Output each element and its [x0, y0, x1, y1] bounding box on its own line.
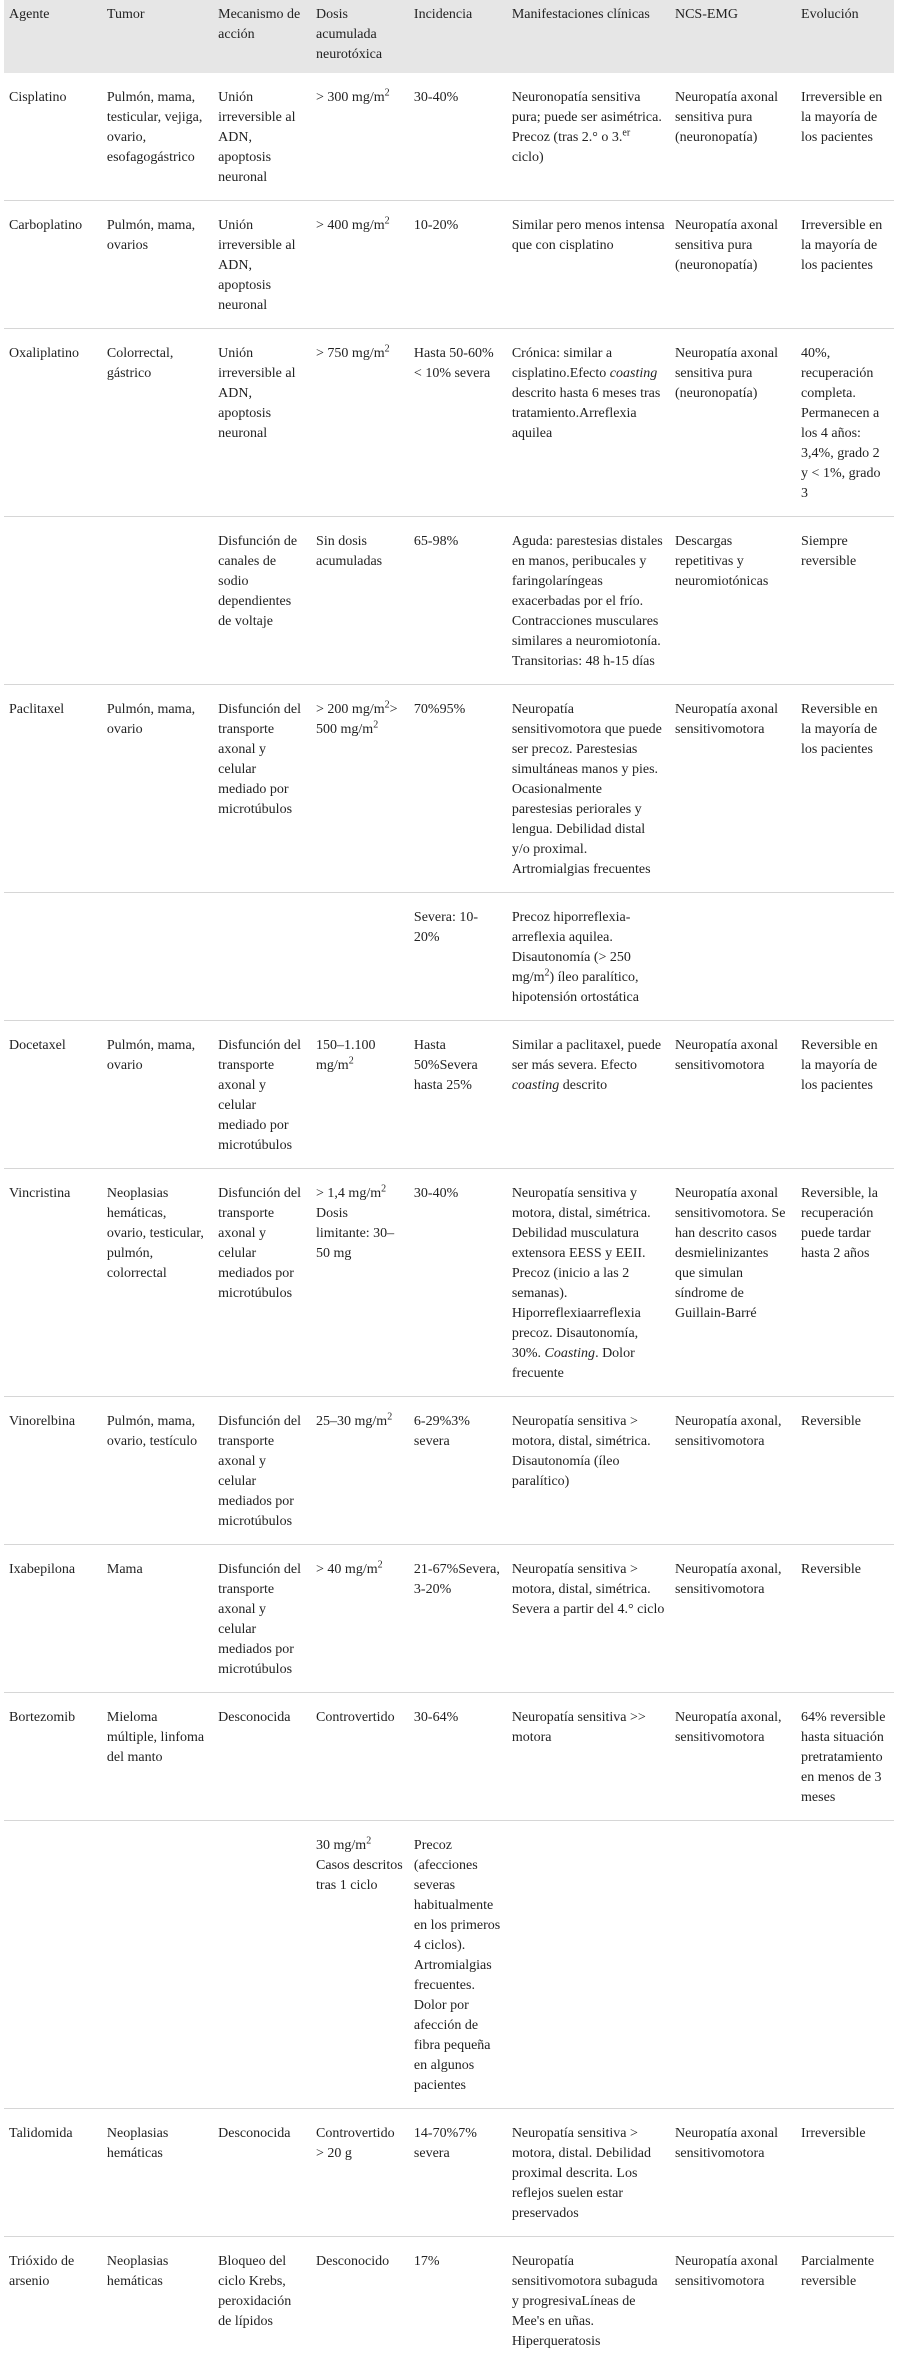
- cell-tumor: [102, 893, 213, 1021]
- col-header: Dosis acumulada neurotóxica: [311, 0, 409, 73]
- cell-dosis: Controvertido: [311, 1693, 409, 1821]
- cell-ncs-emg: Neuropatía axonal sensitivomotora: [670, 685, 796, 893]
- table-row: [4, 685, 894, 893]
- cell-evolucion: Reversible: [796, 1545, 894, 1693]
- superscript: 2: [384, 699, 390, 711]
- cell-ncs-emg: Neuropatía axonal sensitiva pura (neuronopatía): [670, 73, 796, 201]
- col-header: Tumor: [102, 0, 213, 73]
- cell-incidencia: 21-67%Severa, 3-20%: [409, 1545, 507, 1693]
- cell-evolucion: Reversible en la mayoría de los pacientes: [796, 1021, 894, 1169]
- cell-ncs-emg: Descargas repetitivas y neuromiotónicas: [670, 517, 796, 685]
- cell-incidencia: 14-70%7% severa: [409, 2109, 507, 2237]
- emphasis: coasting: [511, 1078, 560, 1093]
- cell-evolucion: Siempre reversible: [796, 517, 894, 685]
- cell-dosis: 150–1.100 $mg/m^2$: [311, 1021, 409, 1169]
- cell-tumor: Mama: [102, 1545, 213, 1693]
- cell-dosis: > 200 $mg/m^2> 500$ $mg/m^2$: [311, 685, 409, 893]
- cell-tumor: Mieloma múltiple, linfoma del manto: [102, 1693, 213, 1821]
- cell-mecanismo: Unión irreversible al ADN, apoptosis neuronal: [213, 201, 311, 329]
- cell-incidencia: 17%: [413, 2254, 440, 2269]
- superscript: 2: [366, 1835, 372, 1847]
- cell-mecanismo: Disfunción de canales de sodio dependientes de voltaje: [213, 517, 311, 685]
- cell-mecanismo: Bloqueo del ciclo Krebs, peroxidación de lípidos: [218, 2254, 292, 2329]
- cell-dosis: Controvertido > 20 g: [311, 2109, 409, 2237]
- cell-ncs-emg: Neuropatía axonal sensitivomotora. Se han descrito casos desmielinizantes que simulan síndrome de Guillain-Barré: [670, 1169, 796, 1397]
- cell-manifestaciones: Similar a paclitaxel, puede ser más severa. Efecto coasting descrito: [507, 1021, 670, 1169]
- superscript: 2: [387, 1411, 393, 1423]
- cell-ncs-emg: Neuropatía axonal sensitivomotora: [674, 2254, 778, 2289]
- superscript: 2: [384, 343, 390, 355]
- table-row: [4, 893, 894, 1021]
- cell-agente: Carboplatino: [4, 201, 102, 329]
- cell-tumor: Pulmón, mama, testicular, vejiga, ovario, esofagogástrico: [102, 73, 213, 201]
- cell-agente: [4, 1821, 102, 2109]
- cell-incidencia: 30-40%: [409, 73, 507, 201]
- cell-tumor: Pulmón, mama, ovarios: [102, 201, 213, 329]
- table-row: [4, 1169, 894, 1397]
- cell-evolucion: [796, 1821, 894, 2109]
- col-header: Incidencia: [409, 0, 507, 73]
- cell-dosis: Sin dosis acumuladas: [311, 517, 409, 685]
- cell-mecanismo: Unión irreversible al ADN, apoptosis neuronal: [213, 329, 311, 517]
- cell-manifestaciones: Neuropatía sensitiva > motora, distal. Debilidad proximal descrita. Los reflejos suelen estar preservados: [507, 2109, 670, 2237]
- table-row: [4, 2109, 894, 2237]
- col-header: Evolución: [796, 0, 894, 73]
- cell-tumor: Pulmón, mama, ovario, testículo: [102, 1397, 213, 1545]
- cell-mecanismo: [213, 1821, 311, 2109]
- table-row: [4, 1693, 894, 1821]
- cell-manifestaciones: Neuropatía sensitiva > motora, distal, simétrica. Disautonomía (íleo paralítico): [507, 1397, 670, 1545]
- cell-agente: Bortezomib: [4, 1693, 102, 1821]
- cell-manifestaciones: [507, 1821, 670, 2109]
- col-header: Mecanismo de acción: [213, 0, 311, 73]
- cell-mecanismo: Unión irreversible al ADN, apoptosis neuronal: [213, 73, 311, 201]
- table-row: [4, 1021, 894, 1169]
- superscript: 2: [377, 1559, 383, 1571]
- col-header: Manifestaciones clínicas: [507, 0, 670, 73]
- cell-manifestaciones: Crónica: similar a cisplatino.Efecto coasting descrito hasta 6 meses tras tratamiento.Arreflexia aquilea: [507, 329, 670, 517]
- cell-ncs-emg: Neuropatía axonal, sensitivomotora: [670, 1693, 796, 1821]
- cell-incidencia: Precoz (afecciones severas habitualmente en los primeros 4 ciclos). Artromialgias frecuentes. Dolor por afección de fibra pequeña en algunos pacientes: [409, 1821, 507, 2109]
- cell-incidencia: Severa: 10-20%: [409, 893, 507, 1021]
- table-row: [4, 1821, 894, 2109]
- cell-dosis: Desconocido: [316, 2254, 390, 2269]
- cell-incidencia: 30-64%: [409, 1693, 507, 1821]
- table-row: [4, 1397, 894, 1545]
- superscript: er: [622, 127, 631, 139]
- cell-evolucion: Irreversible en la mayoría de los pacientes: [796, 73, 894, 201]
- cell-tumor: Pulmón, mama, ovario: [102, 1021, 213, 1169]
- cell-dosis: > 400 $mg/m^2$: [311, 201, 409, 329]
- cell-incidencia: 30-40%: [409, 1169, 507, 1397]
- cell-agente: Talidomida: [4, 2109, 102, 2237]
- cell-evolucion: Parcialmente reversible: [801, 2254, 875, 2289]
- cell-dosis: > 1,4 $mg/m^2$ Dosis limitante: 30–50 mg: [311, 1169, 409, 1397]
- cell-manifestaciones: Similar pero menos intensa que con cisplatino: [507, 201, 670, 329]
- cell-manifestaciones: Neuropatía sensitiva y motora, distal, simétrica. Debilidad musculatura extensora EESS y EEII. Precoz (inicio a las 2 semanas). Hiporreflexiaarreflexia precoz. Disautonomía, 30%. Coasting. Dolor frecuente: [507, 1169, 670, 1397]
- table-row: [4, 329, 894, 517]
- cell-manifestaciones: Neuropatía sensitivomotora subaguda y progresivaLíneas de Mee's en uñas. Hiperqueratosis: [511, 2254, 658, 2349]
- cell-evolucion: Reversible en la mayoría de los pacientes: [796, 685, 894, 893]
- emphasis: Coasting: [544, 1346, 596, 1361]
- cell-agente: Cisplatino: [4, 73, 102, 201]
- cell-agente: Vinorelbina: [4, 1397, 102, 1545]
- neurotoxicity-table: [4, 0, 894, 2364]
- cell-manifestaciones: Neuropatía sensitiva >> motora: [507, 1693, 670, 1821]
- cell-incidencia: 6-29%3% severa: [409, 1397, 507, 1545]
- superscript: 2: [384, 87, 390, 99]
- col-header: Agente: [4, 0, 102, 73]
- superscript: 2: [544, 967, 550, 979]
- cell-incidencia: Hasta 50%Severa hasta 25%: [409, 1021, 507, 1169]
- cell-dosis: 30 $mg/m^2$ Casos descritos tras 1 ciclo: [311, 1821, 409, 2109]
- cell-mecanismo: Disfunción del transporte axonal y celular mediado por microtúbulos: [213, 1021, 311, 1169]
- table-body: [4, 73, 894, 2364]
- cell-incidencia: Hasta 50-60% < 10% severa: [409, 329, 507, 517]
- cell-incidencia: 10-20%: [409, 201, 507, 329]
- cell-tumor: Neoplasias hemáticas: [106, 2254, 169, 2289]
- cell-evolucion: Reversible, la recuperación puede tardar hasta 2 años: [796, 1169, 894, 1397]
- superscript: 2: [384, 215, 390, 227]
- cell-tumor: [102, 1821, 213, 2109]
- cell-evolucion: 64% reversible hasta situación pretratamiento en menos de 3 meses: [796, 1693, 894, 1821]
- cell-agente: Paclitaxel: [4, 685, 102, 893]
- cell-ncs-emg: Neuropatía axonal sensitivomotora: [670, 1021, 796, 1169]
- cell-agente: Vincristina: [4, 1169, 102, 1397]
- cell-agente: Oxaliplatino: [4, 329, 102, 517]
- cell-incidencia: 70%95%: [409, 685, 507, 893]
- cell-evolucion: Irreversible en la mayoría de los pacientes: [796, 201, 894, 329]
- cell-manifestaciones: Neuropatía sensitiva > motora, distal, simétrica. Severa a partir del 4.° ciclo: [507, 1545, 670, 1693]
- cell-ncs-emg: Neuropatía axonal sensitiva pura (neuronopatía): [670, 201, 796, 329]
- table-row: [4, 201, 894, 329]
- cell-ncs-emg: Neuropatía axonal sensitivomotora: [670, 2109, 796, 2237]
- cell-manifestaciones: Neuropatía sensitivomotora que puede ser precoz. Parestesias simultáneas manos y pies. Ocasionalmente parestesias periorales y lengua. Debilidad distal y/o proximal. Artromialgias frecuentes: [507, 685, 670, 893]
- cell-evolucion: Reversible: [796, 1397, 894, 1545]
- cell-manifestaciones: Aguda: parestesias distales en manos, peribucales y faringolaríngeas exacerbadas por el frío. Contracciones musculares similares a neuromiotonía. Transitorias: 48 h-15 días: [507, 517, 670, 685]
- cell-agente: [4, 517, 102, 685]
- superscript: 2: [381, 1183, 387, 1195]
- cell-dosis: > 750 $mg/m^2$: [311, 329, 409, 517]
- cell-dosis: 25–30 $mg/m^2$: [311, 1397, 409, 1545]
- cell-ncs-emg: Neuropatía axonal, sensitivomotora: [670, 1397, 796, 1545]
- cell-agente: Trióxido de arsenio: [9, 2254, 75, 2289]
- cell-dosis: [311, 893, 409, 1021]
- cell-dosis: > 40 $mg/m^2$: [311, 1545, 409, 1693]
- superscript: 2: [348, 1055, 354, 1067]
- cell-mecanismo: Disfunción del transporte axonal y celular mediado por microtúbulos: [213, 685, 311, 893]
- table-row: [4, 517, 894, 685]
- cell-mecanismo: [213, 893, 311, 1021]
- table-row: [4, 73, 894, 201]
- cell-mecanismo: Desconocida: [213, 2109, 311, 2237]
- cell-tumor: Neoplasias hemáticas, ovario, testicular, pulmón, colorrectal: [102, 1169, 213, 1397]
- header-row: [4, 0, 894, 73]
- cell-dosis: > 300 $mg/m^2$: [311, 73, 409, 201]
- cell-tumor: Colorrectal, gástrico: [102, 329, 213, 517]
- cell-ncs-emg: [670, 893, 796, 1021]
- cell-ncs-emg: [670, 1821, 796, 2109]
- cell-tumor: [102, 517, 213, 685]
- cell-tumor: Neoplasias hemáticas: [102, 2109, 213, 2237]
- cell-evolucion: 40%, recuperación completa. Permanecen a los 4 años: 3,4%, grado 2 y < 1%, grado 3: [796, 329, 894, 517]
- cell-tumor: Pulmón, mama, ovario: [102, 685, 213, 893]
- superscript: 2: [373, 719, 379, 731]
- emphasis: coasting: [609, 366, 658, 381]
- cell-mecanismo: Disfunción del transporte axonal y celular mediados por microtúbulos: [213, 1545, 311, 1693]
- cell-ncs-emg: Neuropatía axonal sensitiva pura (neuronopatía): [670, 329, 796, 517]
- cell-evolucion: [796, 893, 894, 1021]
- cell-mecanismo: Desconocida: [213, 1693, 311, 1821]
- col-header: NCS-EMG: [670, 0, 796, 73]
- cell-agente: Docetaxel: [4, 1021, 102, 1169]
- cell-agente: Ixabepilona: [4, 1545, 102, 1693]
- cell-manifestaciones: Precoz hiporreflexia-arreflexia aquilea. Disautonomía (> 250 $mg/m^2$) íleo paralítico, hipotensión ortostática: [507, 893, 670, 1021]
- cell-manifestaciones: Neuronopatía sensitiva pura; puede ser asimétrica. Precoz (tras 2.° o 3.$^{er}$ ciclo): [507, 73, 670, 201]
- cell-evolucion: Irreversible: [796, 2109, 894, 2237]
- table-row: [4, 2237, 894, 2365]
- cell-incidencia: 65-98%: [409, 517, 507, 685]
- cell-ncs-emg: Neuropatía axonal, sensitivomotora: [670, 1545, 796, 1693]
- cell-mecanismo: Disfunción del transporte axonal y celular mediados por microtúbulos: [213, 1397, 311, 1545]
- table-row: [4, 1545, 894, 1693]
- cell-agente: [4, 893, 102, 1021]
- cell-mecanismo: Disfunción del transporte axonal y celular mediados por microtúbulos: [213, 1169, 311, 1397]
